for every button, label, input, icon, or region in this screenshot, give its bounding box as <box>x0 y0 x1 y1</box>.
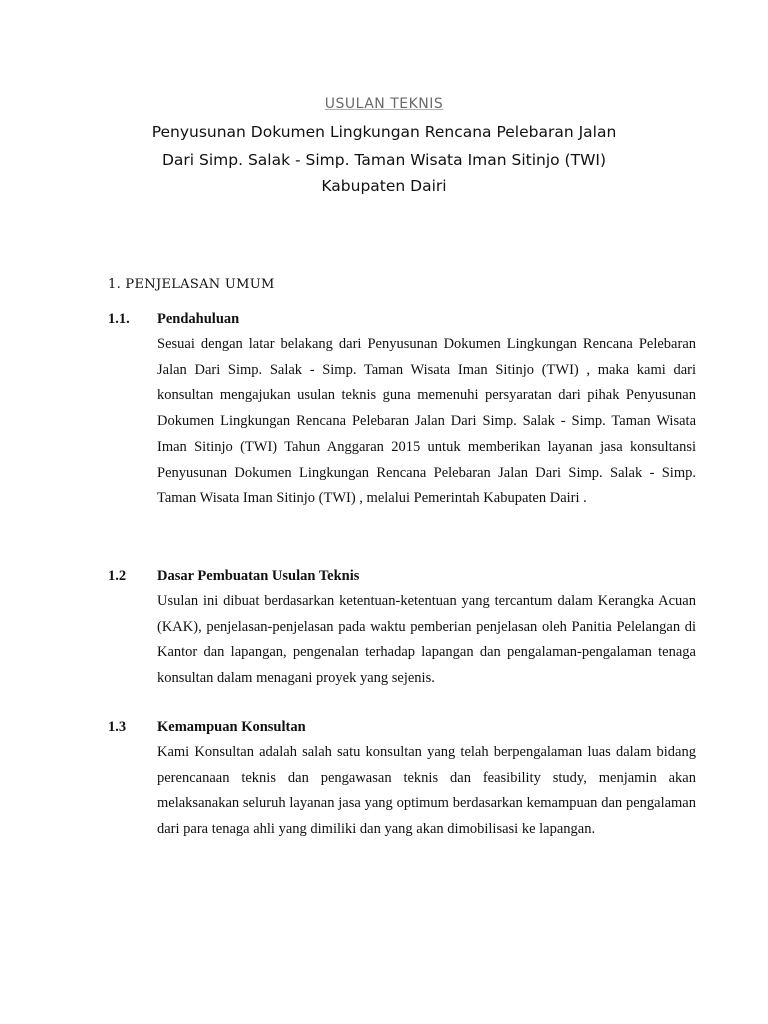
subsection-header <box>108 717 698 737</box>
document-title-line-1: Penyusunan Dokumen Lingkungan Rencana Pelebaran Jalan <box>151 123 617 141</box>
subsection-body <box>157 740 696 843</box>
document-label: USULAN TEKNIS <box>324 96 444 112</box>
document-title-line-3: Kabupaten Dairi <box>321 177 447 195</box>
subsection-title: Kemampuan Konsultan <box>157 718 306 735</box>
subsection-number: 1.1. <box>108 310 130 327</box>
paragraph: Kami Konsultan adalah salah satu konsultan yang telah berpengalaman luas dalam bidang perencanaan teknis dan pengawasan teknis dan feasibility study, menjamin akan melaksanakan seluruh layanan jasa yang optimum berdasarkan kemampuan dan pengalaman dari para tenaga ahli yang dimiliki dan yang akan dimobilisasi ke lapangan. <box>157 744 696 838</box>
subsection-number: 1.3 <box>108 718 127 735</box>
subsection-header <box>108 309 698 329</box>
subsection-header <box>108 566 698 586</box>
subsection-title: Dasar Pembuatan Usulan Teknis <box>157 567 360 584</box>
subsection-pendahuluan <box>108 309 698 512</box>
subsection-title: Pendahuluan <box>157 310 240 327</box>
subsection-kemampuan-konsultan <box>108 717 698 843</box>
subsection-number: 1.2 <box>108 567 127 584</box>
section-heading: 1. PENJELASAN UMUM <box>108 277 275 292</box>
paragraph: Usulan ini dibuat berdasarkan ketentuan-ketentuan yang tercantum dalam Kerangka Acuan (KAK), penjelasan-penjelasan pada waktu pemberian penjelasan oleh Panitia Pelelangan di Kantor dan lapangan, pengenalan terhadap lapangan dan pengalaman-pengalaman tenaga konsultan dalam menagani proyek yang sejenis. <box>157 593 696 687</box>
document-title-line-2: Dari Simp. Salak - Simp. Taman Wisata Iman Sitinjo (TWI) <box>161 151 607 169</box>
subsection-dasar-pembuatan <box>108 566 698 692</box>
subsection-body <box>157 332 696 512</box>
paragraph: Sesuai dengan latar belakang dari Penyusunan Dokumen Lingkungan Rencana Pelebaran Jalan Dari Simp. Salak - Simp. Taman Wisata Iman Sitinjo (TWI) , maka kami dari konsultan mengajukan usulan teknis guna memenuhi persyaratan dari pihak Penyusunan Dokumen Lingkungan Rencana Pelebaran Jalan Dari Simp. Salak - Simp. Taman Wisata Iman Sitinjo (TWI) Tahun Anggaran 2015 untuk memberikan layanan jasa konsultansi Penyusunan Dokumen Lingkungan Rencana Pelebaran Jalan Dari Simp. Salak - Simp. Taman Wisata Iman Sitinjo (TWI) , melalui Pemerintah Kabupaten Dairi . <box>157 336 696 507</box>
subsection-body <box>157 589 696 692</box>
